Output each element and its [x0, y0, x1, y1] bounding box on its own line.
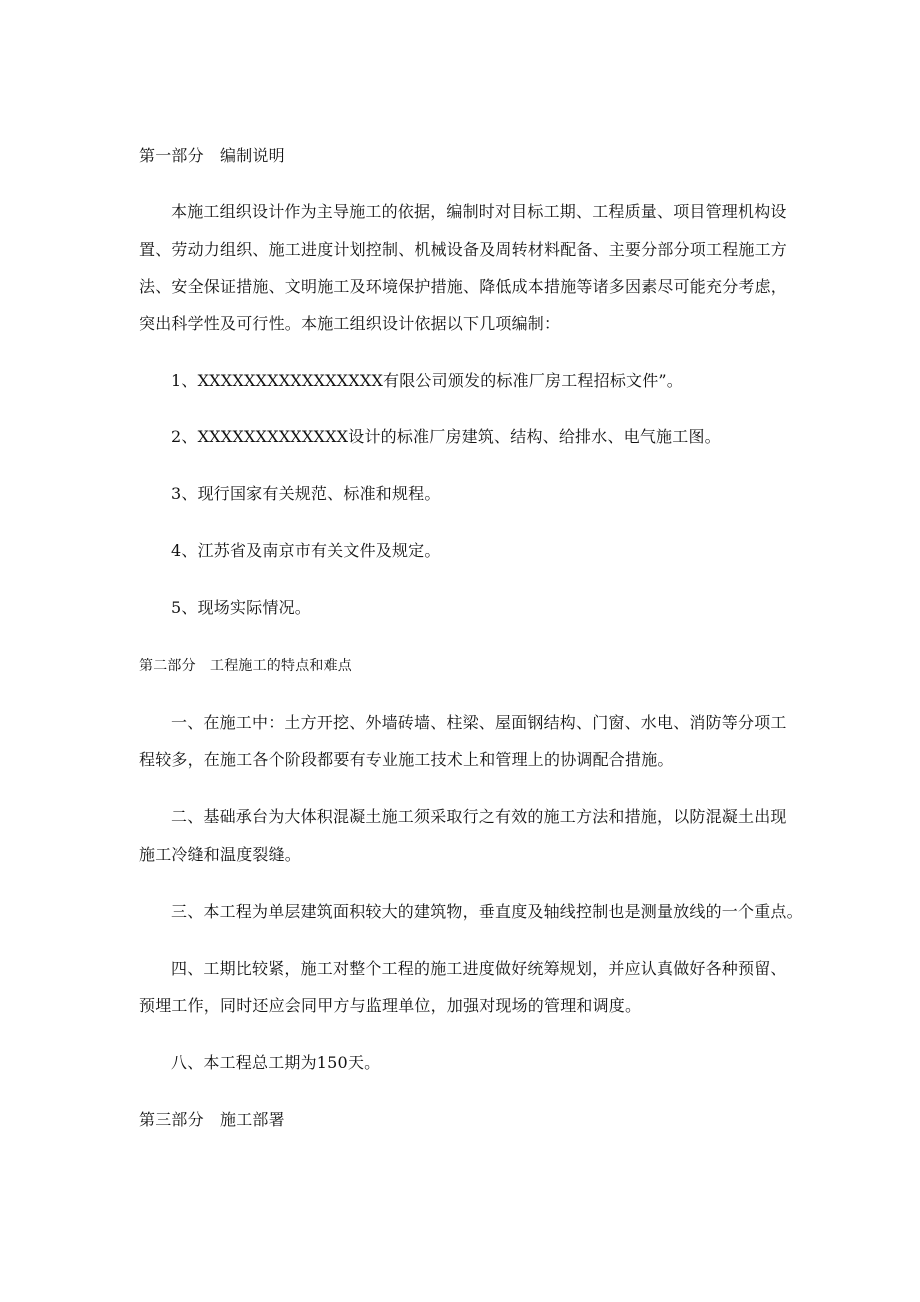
basis-item: 3、现行国家有关规范、标准和规程。: [171, 484, 441, 503]
section1-paragraph-line: 法、安全保证措施、文明施工及环境保护措施、降低成本措施等诸多因素尽可能充分考虑，: [139, 277, 788, 296]
feature-paragraph-line: 施工冷缝和温度裂缝。: [139, 845, 302, 864]
section1-paragraph-line: 置、劳动力组织、施工进度计划控制、机械设备及周转材料配备、主要分部分项工程施工方: [139, 240, 788, 259]
basis-item: 2、XXXXXXXXXXXXX设计的标准厂房建筑、结构、给排水、电气施工图。: [171, 427, 721, 446]
feature-paragraph-line: 四、工期比较紧，施工对整个工程的施工进度做好统筹规划，并应认真做好各种预留、: [171, 959, 787, 978]
basis-item: 1、XXXXXXXXXXXXXXXX有限公司颁发的标准厂房工程招标文件”。: [171, 371, 684, 390]
basis-item: 5、现场实际情况。: [171, 598, 311, 617]
feature-paragraph-line: 预埋工作，同时还应会同甲方与监理单位，加强对现场的管理和调度。: [139, 996, 642, 1015]
section1-paragraph-line: 突出科学性及可行性。本施工组织设计依据以下几项编制：: [139, 314, 561, 333]
feature-paragraph-line: 八、本工程总工期为150天。: [171, 1053, 381, 1072]
section3-heading: 第三部分 施工部署: [139, 1110, 285, 1129]
feature-paragraph-line: 二、基础承台为大体积混凝土施工须采取行之有效的施工方法和措施，以防混凝土出现: [171, 807, 787, 826]
basis-item: 4、江苏省及南京市有关文件及规定。: [171, 541, 441, 560]
section2-heading: 第二部分 工程施工的特点和难点: [139, 658, 352, 674]
feature-paragraph-line: 三、本工程为单层建筑面积较大的建筑物，垂直度及轴线控制也是测量放线的一个重点。: [171, 902, 803, 921]
section1-paragraph-line: 本施工组织设计作为主导施工的依据，编制时对目标工期、工程质量、项目管理机构设: [171, 202, 787, 221]
feature-paragraph-line: 程较多，在施工各个阶段都要有专业施工技术上和管理上的协调配合措施。: [139, 750, 674, 769]
feature-paragraph-line: 一、在施工中：土方开挖、外墙砖墙、柱梁、屋面钢结构、门窗、水电、消防等分项工: [171, 713, 787, 732]
section1-heading: 第一部分 编制说明: [139, 146, 285, 165]
